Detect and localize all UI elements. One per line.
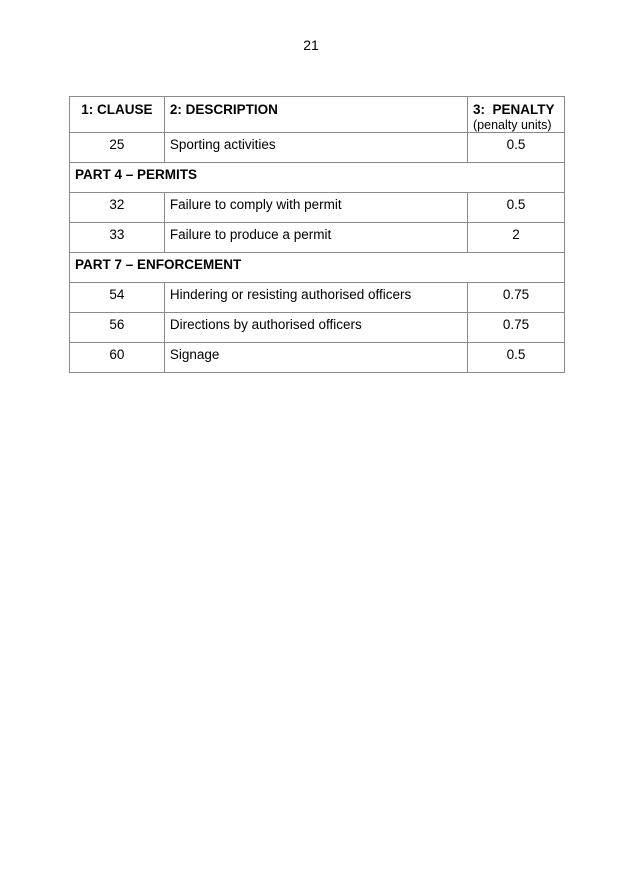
table-row xyxy=(70,313,565,343)
penalty-cell: 0.5 xyxy=(468,343,565,373)
header-penalty xyxy=(468,97,565,133)
part-heading-row xyxy=(70,163,565,193)
penalty-cell: 0.5 xyxy=(468,193,565,223)
clause-cell: 60 xyxy=(70,343,165,373)
clause-cell: 33 xyxy=(70,223,165,253)
clause-cell: 25 xyxy=(70,133,165,163)
table-header-row xyxy=(70,97,565,133)
header-clause: 1: CLAUSE xyxy=(70,97,165,133)
penalty-cell: 2 xyxy=(468,223,565,253)
header-description: 2: DESCRIPTION xyxy=(164,97,467,133)
description-cell: Failure to comply with permit xyxy=(164,193,467,223)
description-cell: Failure to produce a permit xyxy=(164,223,467,253)
clause-cell: 56 xyxy=(70,313,165,343)
description-cell: Directions by authorised officers xyxy=(164,313,467,343)
table-row xyxy=(70,133,565,163)
part-7-heading: PART 7 – ENFORCEMENT xyxy=(70,253,565,283)
table-row xyxy=(70,193,565,223)
penalty-cell: 0.75 xyxy=(468,283,565,313)
clause-cell: 32 xyxy=(70,193,165,223)
table-row xyxy=(70,343,565,373)
part-4-heading: PART 4 – PERMITS xyxy=(70,163,565,193)
page-number: 21 xyxy=(303,37,319,53)
penalty-cell: 0.75 xyxy=(468,313,565,343)
description-cell: Hindering or resisting authorised officers xyxy=(164,283,467,313)
header-penalty-units: (penalty units) xyxy=(473,118,552,132)
part-heading-row xyxy=(70,253,565,283)
description-cell: Sporting activities xyxy=(164,133,467,163)
penalty-table xyxy=(69,96,565,373)
table-row xyxy=(70,283,565,313)
table-row xyxy=(70,223,565,253)
description-cell: Signage xyxy=(164,343,467,373)
penalty-cell: 0.5 xyxy=(468,133,565,163)
header-penalty-label: 3: PENALTY xyxy=(473,102,555,117)
clause-cell: 54 xyxy=(70,283,165,313)
